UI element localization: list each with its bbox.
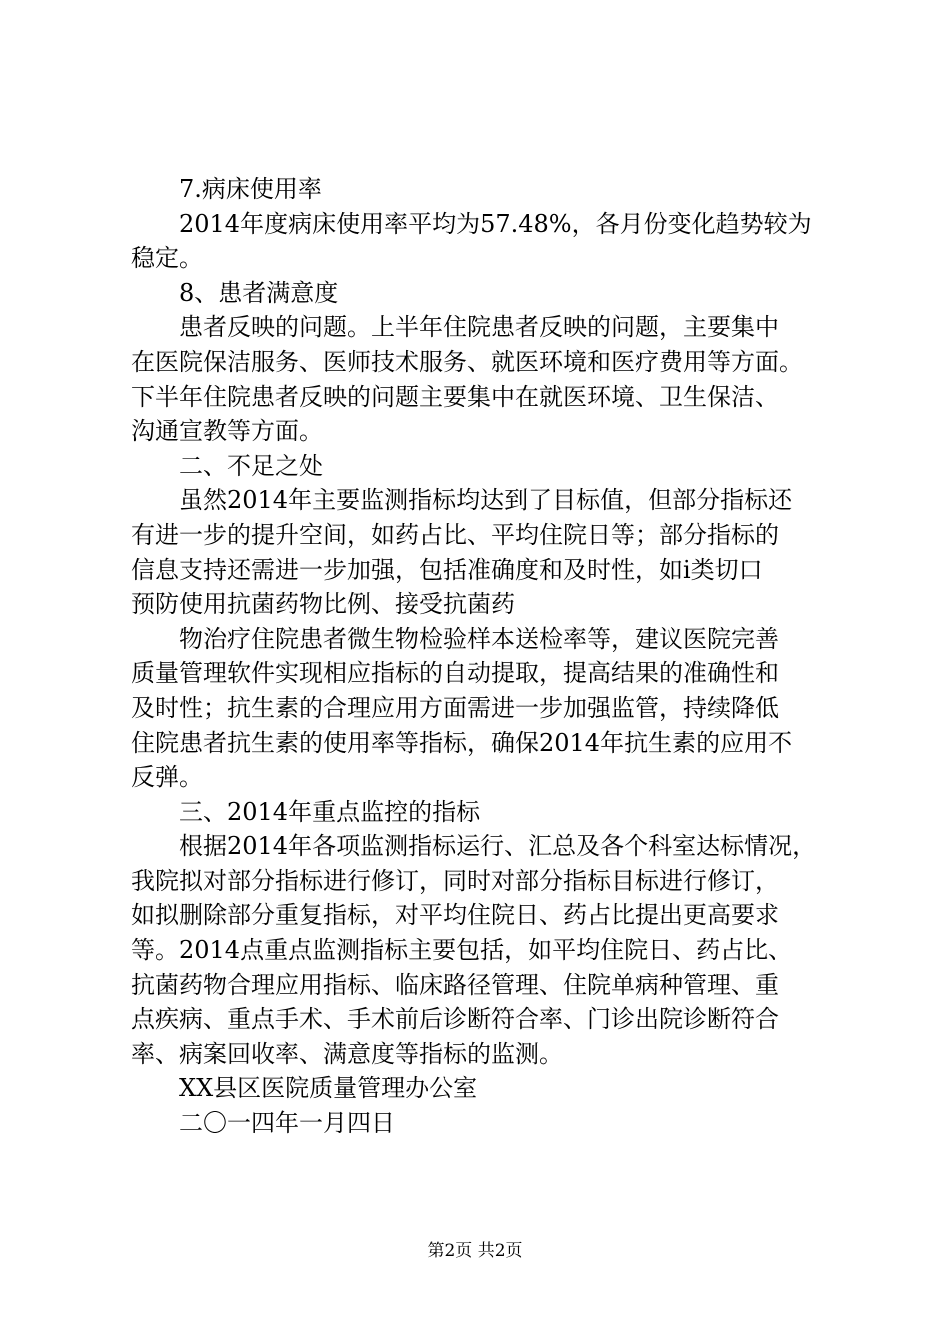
document-body — [131, 172, 831, 1141]
text-line: 患者反映的问题。上半年住院患者反映的问题，主要集中 — [179, 313, 779, 342]
text-line: 物治疗住院患者微生物检验样本送检率等，建议医院完善 — [179, 624, 779, 653]
text-line: XX县区医院质量管理办公室 — [179, 1074, 478, 1103]
text-line: 率、病案回收率、满意度等指标的监测。 — [131, 1039, 563, 1068]
text-line: 在医院保洁服务、医师技术服务、就医环境和医疗费用等方面。 — [131, 347, 803, 376]
text-line: 根据2014年各项监测指标运行、汇总及各个科室达标情况， — [179, 832, 817, 861]
text-line: 住院患者抗生素的使用率等指标，确保2014年抗生素的应用不 — [131, 728, 793, 757]
text-line: 二〇一四年一月四日 — [179, 1109, 395, 1138]
text-line: 下半年住院患者反映的问题主要集中在就医环境、卫生保洁、 — [131, 382, 779, 411]
text-line: 等。2014点重点监测指标主要包括，如平均住院日、药占比、 — [131, 936, 793, 965]
text-line: 有进一步的提升空间，如药占比、平均住院日等；部分指标的 — [131, 520, 779, 549]
text-line: 如拟删除部分重复指标，对平均住院日、药占比提出更高要求 — [131, 901, 779, 930]
page-footer: 第2页 共2页 — [427, 1241, 523, 1261]
text-line: 信息支持还需进一步加强，包括准确度和及时性，如i类切口 — [131, 555, 763, 584]
text-line: 预防使用抗菌药物比例、接受抗菌药 — [131, 590, 515, 619]
text-line: 7.病床使用率 — [179, 175, 322, 203]
text-line: 及时性；抗生素的合理应用方面需进一步加强监管，持续降低 — [131, 693, 779, 722]
text-line: 沟通宣教等方面。 — [131, 417, 323, 446]
text-line: 二、不足之处 — [179, 451, 323, 480]
text-line: 虽然2014年主要监测指标均达到了目标值，但部分指标还 — [179, 486, 793, 515]
text-line: 点疾病、重点手术、手术前后诊断符合率、门诊出院诊断符合 — [131, 1005, 779, 1034]
text-line: 抗菌药物合理应用指标、临床路径管理、住院单病种管理、重 — [131, 970, 779, 999]
text-line: 2014年度病床使用率平均为57.48%，各月份变化趋势较为 — [179, 209, 812, 238]
text-line: 三、2014年重点监控的指标 — [179, 797, 481, 826]
text-line: 质量管理软件实现相应指标的自动提取，提高结果的准确性和 — [131, 659, 779, 688]
text-line: 稳定。 — [131, 244, 203, 273]
text-line: 8、患者满意度 — [179, 278, 339, 307]
text-line: 反弹。 — [131, 763, 203, 792]
text-line: 我院拟对部分指标进行修订，同时对部分指标目标进行修订， — [131, 866, 779, 895]
